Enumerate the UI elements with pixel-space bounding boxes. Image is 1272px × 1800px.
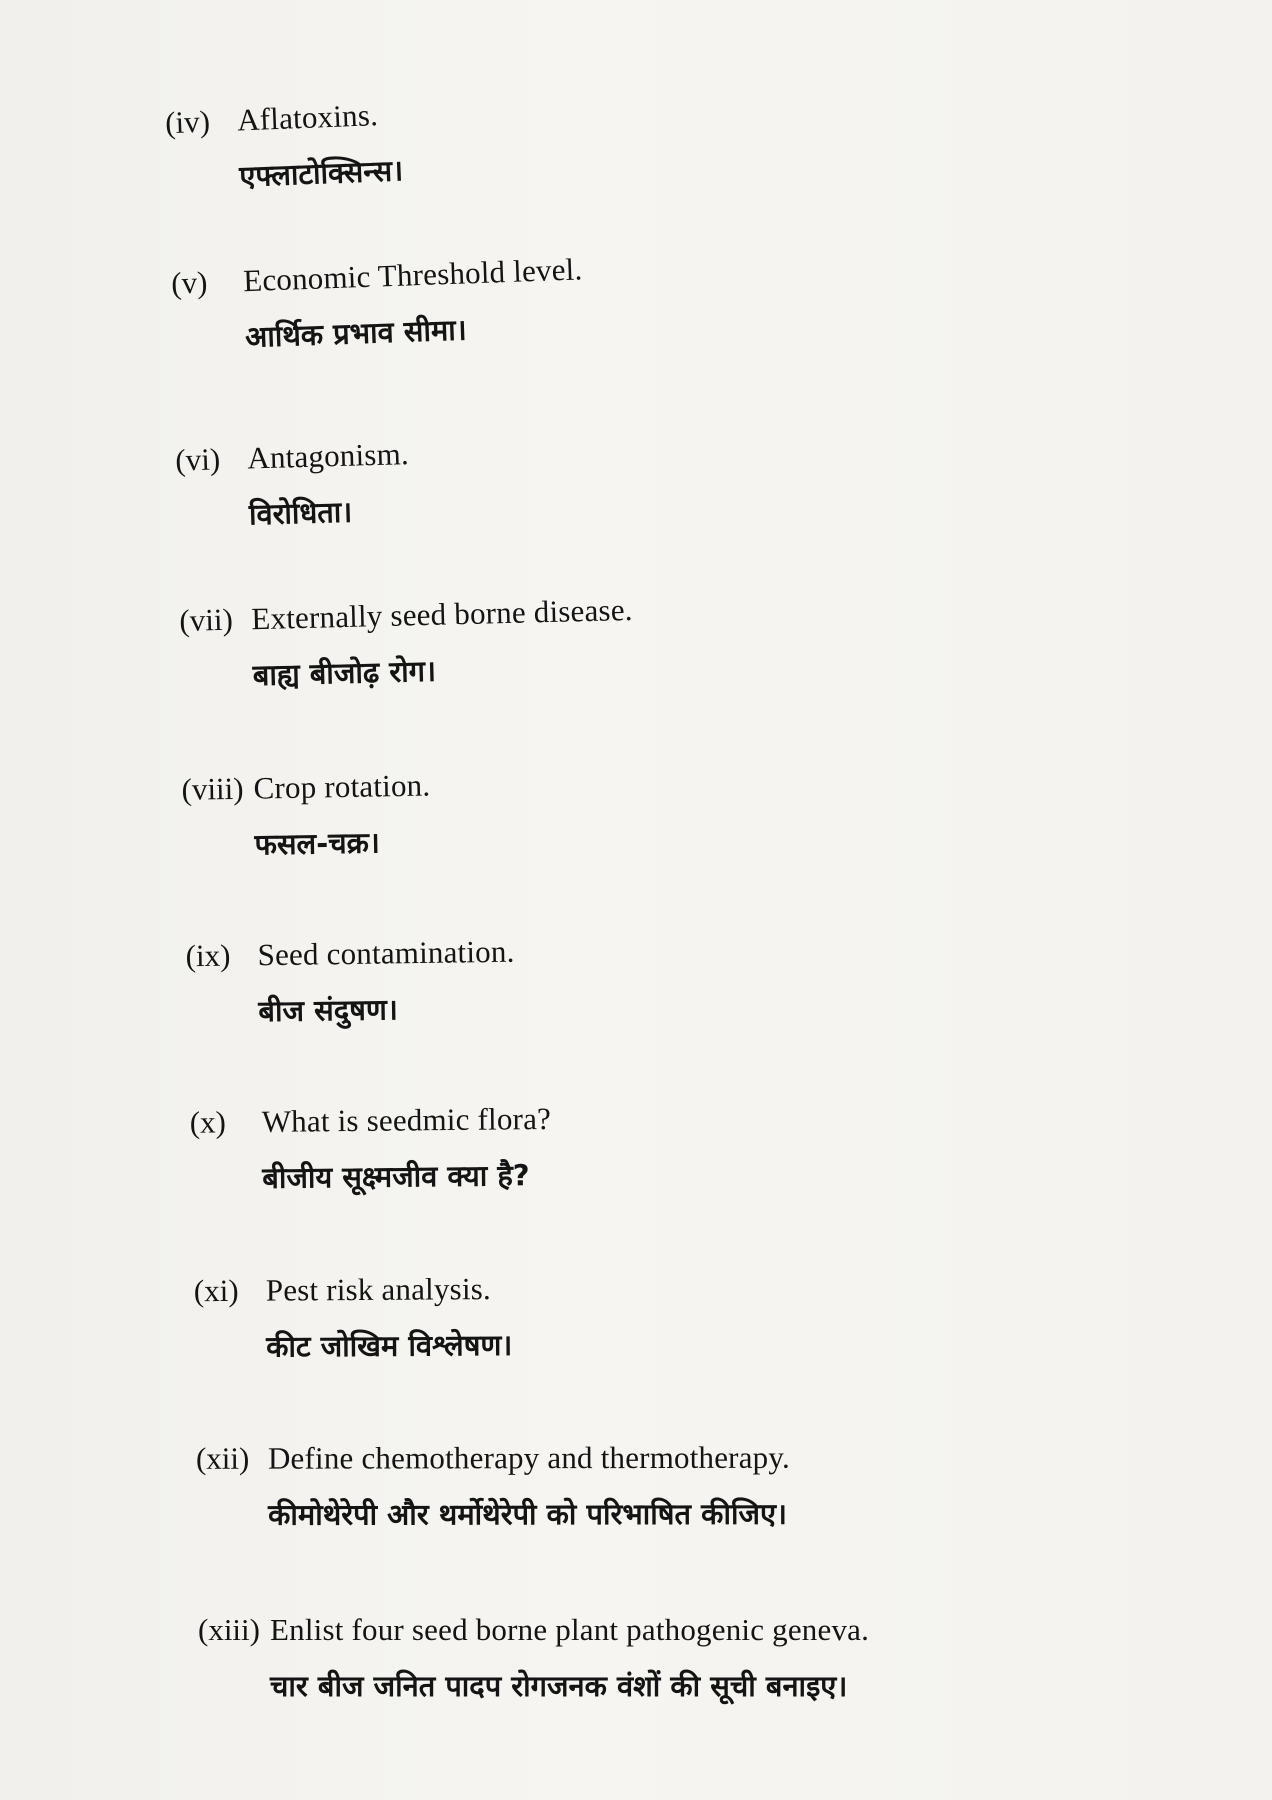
- question-number: (xi): [193, 1272, 239, 1309]
- question-text-hindi: फसल-चक्र।: [254, 825, 381, 862]
- question-text-english: Define chemotherapy and thermotherapy.: [267, 1439, 791, 1476]
- question-text-english: Pest risk analysis.: [265, 1271, 492, 1308]
- question-xii: [196, 1439, 1096, 1534]
- question-number: (ix): [185, 937, 231, 974]
- question-text-hindi: बीजीय सूक्ष्मजीव क्या है?: [262, 1158, 530, 1195]
- question-number: (x): [189, 1104, 227, 1140]
- question-v: [171, 234, 1074, 358]
- question-text-english: Antagonism.: [246, 436, 410, 476]
- question-ix: [185, 926, 1086, 1032]
- question-text-english: Seed contamination.: [257, 933, 515, 973]
- question-text-english: Aflatoxins.: [236, 97, 379, 138]
- question-number: (xii): [195, 1440, 250, 1476]
- question-text-english: Enlist four seed borne plant pathogenic geneva.: [270, 1612, 870, 1647]
- question-viii: [181, 756, 1082, 865]
- question-text-hindi: एफ्लाटोक्सिन्स।: [238, 153, 404, 194]
- question-iv: [165, 71, 1068, 198]
- question-number: (vii): [178, 601, 234, 638]
- question-text-hindi: बाह्य बीजोढ़ रोग।: [252, 653, 437, 693]
- question-xiii: [198, 1612, 1098, 1705]
- question-x: [190, 1095, 1091, 1197]
- question-xi: [194, 1267, 1095, 1366]
- question-text-hindi: कीमोथेरेपी और थर्मोथेरेपी को परिभाषित कीजिए।: [268, 1496, 788, 1532]
- question-text-english: What is seedmic flora?: [261, 1100, 552, 1139]
- question-vi: [175, 417, 1077, 535]
- question-text-hindi: बीज संदुषण।: [258, 992, 399, 1029]
- question-vii: [179, 581, 1081, 696]
- question-text-hindi: विरोधिता।: [248, 494, 353, 532]
- question-text-english: Economic Threshold level.: [242, 251, 583, 299]
- question-number: (xiii): [198, 1612, 260, 1647]
- question-number: (viii): [181, 770, 244, 807]
- question-text-hindi: चार बीज जनित पादप रोगजनक वंशों की सूची बनाइए।: [270, 1669, 848, 1703]
- question-text-hindi: कीट जोखिम विश्लेषण।: [266, 1327, 513, 1364]
- question-text-english: Crop rotation.: [253, 767, 431, 806]
- question-text-english: Externally seed borne disease.: [250, 591, 634, 637]
- question-number: (iv): [164, 103, 211, 141]
- question-text-hindi: आर्थिक प्रभाव सीमा।: [244, 312, 468, 355]
- question-number: (vi): [174, 441, 221, 478]
- question-number: (v): [170, 264, 209, 301]
